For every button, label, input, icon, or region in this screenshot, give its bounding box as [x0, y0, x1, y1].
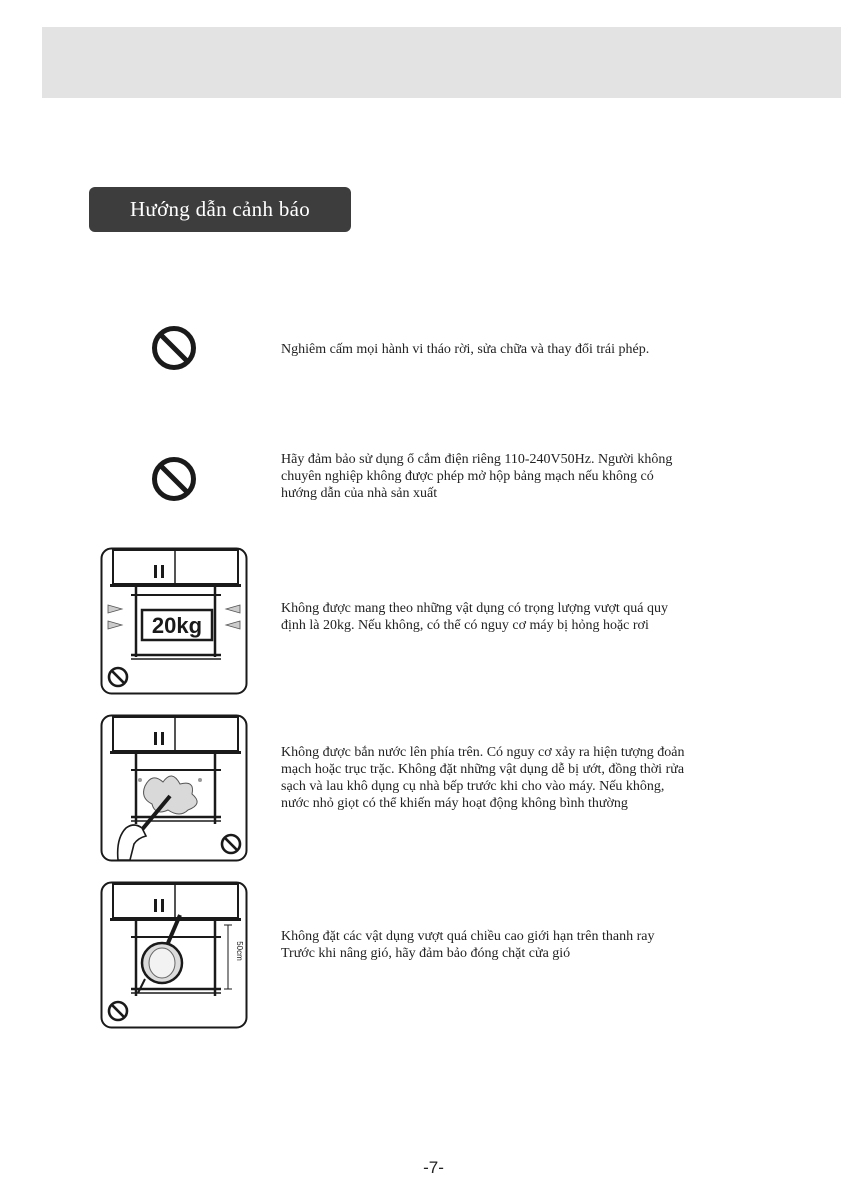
height-label: 50cm — [235, 941, 244, 961]
prohibition-icon — [150, 324, 198, 372]
section-title-text: Hướng dẫn cảnh báo — [129, 197, 311, 221]
warning-text-3: Không được mang theo những vật dụng có trọng lượng vượt quá quy định là 20kg. Nếu không, có thể có nguy cơ máy bị hỏng hoặc rơi — [281, 601, 668, 633]
warning-text-1: Nghiêm cấm mọi hành vi tháo rời, sửa chữa và thay đổi trái phép. — [281, 342, 650, 357]
water-splash-illustration — [100, 714, 248, 862]
weight-label: 20kg — [151, 613, 203, 638]
warning-text-4: Không được bắn nước lên phía trên. Có nguy cơ xảy ra hiện tượng đoản mạch hoặc trục trặc. Không đặt những vật dụng dễ bị ướt, đồng thời rửa sạch và lau khô dụng cụ nhà bếp trước khi cho vào máy. Nếu không, nước nhỏ giọt có thể khiến máy hoạt động không bình thường — [281, 745, 685, 811]
weight-limit-illustration — [100, 547, 248, 695]
section-title — [89, 187, 351, 232]
warning-text-5: Không đặt các vật dụng vượt quá chiều cao giới hạn trên thanh ray Trước khi nâng gió, hãy đảm bảo đóng chặt cửa gió — [281, 929, 655, 961]
warning-text-2: Hãy đảm bảo sử dụng ổ cắm điện riêng 110-240V50Hz. Người không chuyên nghiệp không được phép mở hộp bảng mạch nếu không có hướng dẫn của nhà sản xuất — [281, 452, 673, 501]
header-band — [42, 27, 841, 98]
prohibition-icon — [150, 455, 198, 503]
height-limit-illustration — [100, 881, 248, 1029]
page-number: -7- — [423, 1158, 444, 1177]
